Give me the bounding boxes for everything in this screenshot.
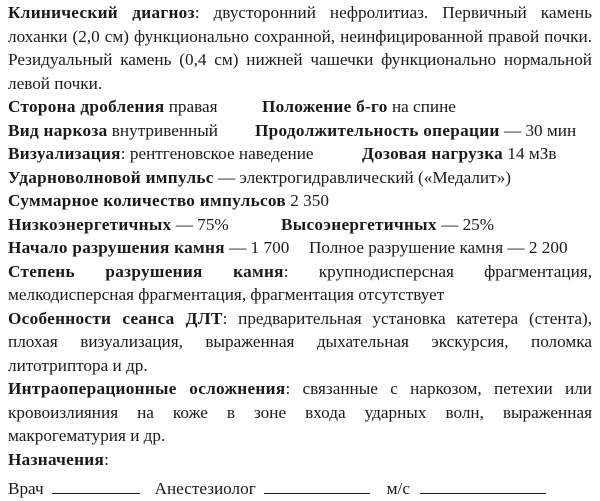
- full-destruction-text: Полное разрушение камня — 2 200: [309, 238, 568, 257]
- side-value: правая: [164, 97, 218, 116]
- high-energy-label: Высоэнергетичных: [281, 214, 437, 234]
- total-impulses-value: 2 350: [285, 191, 329, 210]
- impulse-label: Ударноволновой импульс: [8, 167, 214, 187]
- session-features: [8, 307, 592, 378]
- destruction-degree: [8, 260, 592, 307]
- dose-field: [362, 142, 556, 166]
- prescriptions-colon: :: [104, 449, 109, 469]
- nurse-label: м/с: [386, 479, 410, 498]
- visualization-label: Визуализация: [8, 144, 121, 163]
- complications: [8, 377, 592, 448]
- clinical-diagnosis-text: : двусторонний нефролитиаз. Первичный камень лоханки (2,0 см) функционально сохранной, неинфицированной правой почки. Резидуальный камень (0,4 см) нижней чашечки функционально нормальной левой почки.: [8, 3, 592, 93]
- session-features-label: Особенности сеанса ДЛТ: [8, 308, 223, 328]
- low-energy-label: Низкоэнергетичных: [8, 214, 172, 234]
- signatures-row: [8, 477, 592, 501]
- side-position-row: [8, 95, 592, 119]
- destruction-start-label: Начало разрушения камня: [8, 238, 225, 257]
- prescriptions: [8, 448, 592, 472]
- duration-value: — 30 мин: [499, 120, 577, 140]
- destruction-degree-label: Степень разрушения камня: [8, 261, 284, 281]
- doctor-signature-line[interactable]: [52, 479, 140, 494]
- complications-text: : связанные с наркозом, петехии или кровоизлияния на коже в зоне входа ударных волн, выраженная макрогематурия и др.: [8, 379, 593, 445]
- anesthesiologist-label: Анестезиолог: [154, 479, 256, 498]
- impulse-row: [8, 166, 592, 190]
- anesthesiologist-signature-line[interactable]: [264, 479, 370, 494]
- dose-value: 14 мЗв: [503, 144, 557, 163]
- energy-row: [8, 213, 592, 237]
- complications-label: Интраоперационные осложнения: [8, 379, 286, 398]
- position-field: [262, 95, 456, 119]
- nurse-signature-line[interactable]: [420, 479, 546, 494]
- destruction-degree-text: : крупнодисперсная фрагментация, мелкодисперсная фрагментация, фрагментация отсутствует: [8, 261, 592, 304]
- visualization-value: : рентгеновское наведение: [120, 144, 314, 163]
- clinical-diagnosis: [8, 1, 592, 95]
- anesthesia-duration-row: [8, 119, 592, 143]
- session-features-text: : предварительная установка катетера (стента), плохая визуализация, выраженная дыхательная экскурсия, поломка литотриптора и др.: [8, 308, 592, 375]
- total-impulses-row: [8, 189, 592, 213]
- position-label: Положение б-го: [262, 97, 388, 116]
- position-value: на спине: [387, 97, 456, 116]
- side-label: Сторона дробления: [8, 97, 165, 116]
- high-energy-field: [281, 213, 494, 237]
- destruction-row: [8, 236, 592, 260]
- duration-field: [255, 119, 576, 143]
- anesthesia-value: внутривенный: [107, 120, 218, 140]
- low-energy-value: — 75%: [171, 214, 229, 234]
- prescriptions-label: Назначения: [8, 449, 105, 469]
- anesthesia-label: Вид наркоза: [8, 120, 108, 140]
- visualization-dose-row: [8, 142, 592, 166]
- destruction-start-value: — 1 700: [224, 238, 290, 257]
- clinical-diagnosis-label: Клинический диагноз: [8, 3, 195, 22]
- dose-label: Дозовая нагрузка: [362, 144, 504, 163]
- impulse-value: — электрогидравлический («Медалит»): [213, 167, 511, 187]
- duration-label: Продолжительность операции: [255, 120, 500, 140]
- total-impulses-label: Суммарное количество импульсов: [8, 191, 286, 210]
- high-energy-value: — 25%: [436, 214, 495, 234]
- doctor-label: Врач: [8, 479, 44, 498]
